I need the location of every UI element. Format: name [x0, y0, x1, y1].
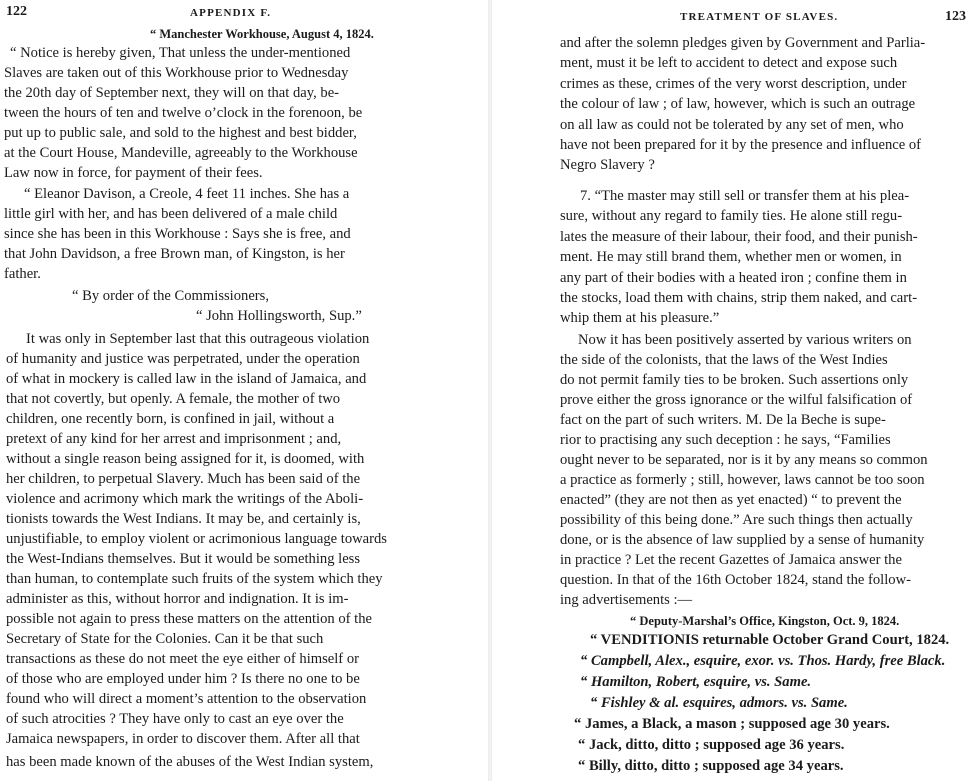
signature-line: “ John Hollingsworth, Sup.”	[196, 308, 362, 324]
text-line: the 20th day of September next, they will on that day, be-	[4, 85, 340, 101]
text-line: do not permit family ties to be broken. Such assertions only	[560, 372, 909, 388]
text-line: little girl with her, and has been delivered of a male child	[4, 206, 338, 222]
text-line: ought never to be separated, nor is it by any means so common	[560, 452, 928, 468]
text-line: that not covertly, but openly. A female, the mother of two	[6, 391, 341, 407]
text-line: than human, to contemplate such fruits of the system which they	[6, 571, 383, 587]
text-line: without a single reason being assigned for it, is doomed, with	[6, 451, 365, 467]
text-line: possibility of this being done.” Are such things then actually	[560, 512, 913, 528]
text-line: at the Court House, Mandeville, agreeably to the Workhouse	[4, 145, 358, 161]
text-line: Jamaica newspapers, in order to discover them. After all that	[6, 731, 360, 747]
text-line: “ By order of the Commissioners,	[72, 288, 269, 304]
text-line: Negro Slavery ?	[560, 157, 655, 173]
text-line: have not been prepared for it by the presence and influence of	[560, 137, 922, 153]
text-line: put up to public sale, and sold to the highest and best bidder,	[4, 125, 357, 141]
text-line: crimes as these, crimes of the very worst description, under	[560, 76, 907, 92]
text-line: the West-Indians themselves. But it would be something less	[6, 551, 361, 567]
text-line: children, one recently born, is confined in jail, without a	[6, 411, 335, 427]
text-line: violence and acrimony which mark the writings of the Aboli-	[6, 491, 364, 507]
text-line: done, or is the absence of law supplied by a sense of humanity	[560, 532, 925, 548]
text-line: found who will direct a moment’s attention to the observation	[6, 691, 367, 707]
text-line: administer as this, without horror and indignation. It is im-	[6, 591, 349, 607]
text-line: has been made known of the abuses of the West Indian system,	[6, 754, 374, 770]
text-line: unjustifiable, to employ violent or acrimonious language towards	[6, 531, 387, 547]
text-line: the stocks, load them with chains, strip them naked, and cart-	[560, 290, 918, 306]
text-line: of what in mockery is called law in the island of Jamaica, and	[6, 371, 367, 387]
text-line: “ Campbell, Alex., esquire, exor. vs. Thos. Hardy, free Black.	[580, 653, 946, 669]
text-line: enacted” (they are not then as yet enacted) “ to prevent the	[560, 492, 902, 508]
text-line: rior to practising any such deception : he says, “Families	[560, 432, 891, 448]
dateline: “ Manchester Workhouse, August 4, 1824.	[150, 27, 374, 41]
text-line: “ Hamilton, Robert, esquire, vs. Same.	[580, 674, 812, 690]
text-line: pretext of any kind for her arrest and imprisonment ; and,	[6, 431, 342, 447]
text-line: prove either the gross ignorance or the wilful falsification of	[560, 392, 913, 408]
text-line: ing advertisements :—	[560, 592, 693, 608]
text-line: “ Billy, ditto, ditto ; supposed age 34 years.	[578, 758, 844, 774]
text-line: transactions as these do not meet the eye either of himself or	[6, 651, 359, 667]
text-line: Now it has been positively asserted by various writers on	[578, 332, 912, 348]
text-line: Law now in force, for payment of their fees.	[4, 165, 263, 181]
text-line: tionists towards the West Indians. It may be, and certainly is,	[6, 511, 361, 527]
text-line: of those who are employed under him ? Is there no one to be	[6, 671, 360, 687]
text-line: “ James, a Black, a mason ; supposed age 30 years.	[574, 716, 890, 732]
text-line: It was only in September last that this outrageous violation	[26, 331, 370, 347]
text-line: “ Jack, ditto, ditto ; supposed age 36 years.	[578, 737, 845, 753]
page-number: 122	[6, 4, 27, 19]
page-number: 123	[945, 9, 966, 24]
text-line: fact on the part of such writers. M. De la Beche is supe-	[560, 412, 886, 428]
text-line: in practice ? Let the recent Gazettes of Jamaica answer the	[560, 552, 902, 568]
text-line: sure, without any regard to family ties. He alone still regu-	[560, 208, 903, 224]
text-line: of humanity and justice was perpetrated, under the operation	[6, 351, 360, 367]
text-line: Slaves are taken out of this Workhouse prior to Wednesday	[4, 65, 349, 81]
text-line: since she has been in this Workhouse : Says she is free, and	[4, 226, 351, 242]
text-line: that John Davidson, a free Brown man, of Kingston, is her	[4, 246, 345, 262]
text-line: ment, must it be left to accident to detect and expose such	[560, 55, 898, 71]
text-line: on all law as could not be tolerated by any set of men, who	[560, 117, 904, 133]
text-line: and after the solemn pledges given by Government and Parlia-	[560, 35, 926, 51]
running-head: TREATMENT OF SLAVES.	[680, 11, 839, 23]
text-line: whip them at his pleasure.”	[560, 310, 720, 326]
text-line: “ Eleanor Davison, a Creole, 4 feet 11 inches. She has a	[24, 186, 350, 202]
running-head: APPENDIX F.	[190, 7, 272, 19]
text-line: the side of the colonists, that the laws of the West Indies	[560, 352, 888, 368]
text-line: of such atrocities ? They have only to cast an eye over the	[6, 711, 344, 727]
text-line: the colour of law ; of law, however, which is such an outrage	[560, 96, 916, 112]
text-line: a practice as formerly ; still, however, laws cannot be too soon	[560, 472, 925, 488]
right-page	[490, 0, 980, 781]
text-line: “ Notice is hereby given, That unless the under-mentioned	[10, 45, 351, 61]
text-line: Secretary of State for the Colonies. Can it be that such	[6, 631, 324, 647]
text-line: question. In that of the 16th October 1824, stand the follow-	[560, 572, 911, 588]
text-line: “ Fishley & al. esquires, admors. vs. Same.	[590, 695, 848, 711]
text-line: father.	[4, 266, 41, 282]
text-line: “ VENDITIONIS returnable October Grand Court, 1824.	[590, 632, 950, 648]
text-line: ment. He may still brand them, whether men or women, in	[560, 249, 902, 265]
text-line: possible not again to press these matters on the attention of the	[6, 611, 372, 627]
text-line: tween the hours of ten and twelve o’clock in the forenoon, be	[4, 105, 363, 121]
dateline: “ Deputy-Marshal’s Office, Kingston, Oct. 9, 1824.	[630, 614, 900, 628]
text-line: any part of their bodies with a heated iron ; confine them in	[560, 270, 907, 286]
text-line: 7. “The master may still sell or transfer them at his plea-	[580, 188, 910, 204]
text-line: lates the measure of their labour, their food, and their punish-	[560, 229, 918, 245]
text-line: her children, to perpetual Slavery. Much has been said of the	[6, 471, 361, 487]
